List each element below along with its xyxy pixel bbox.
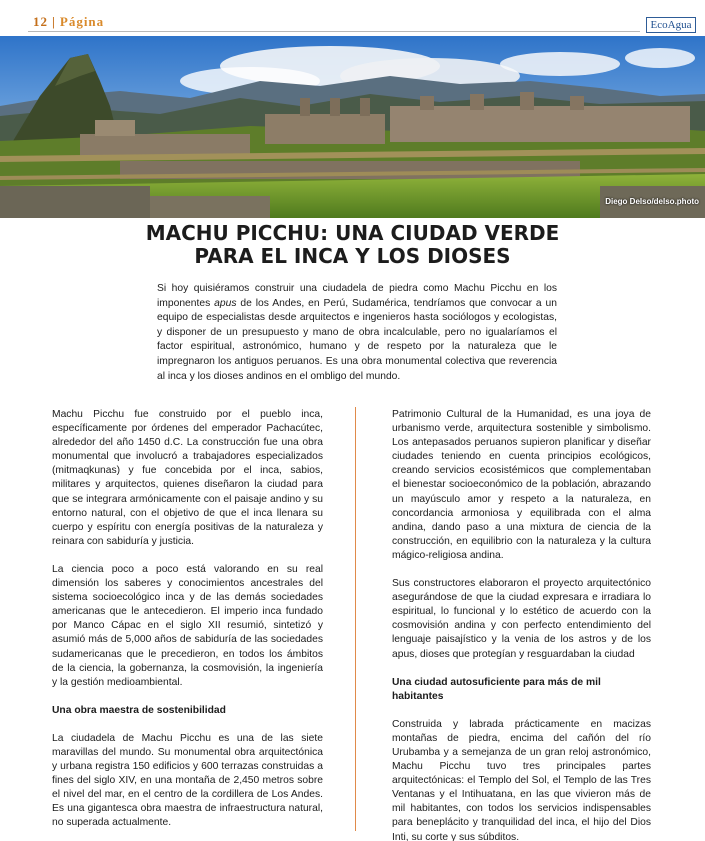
page-number-label <box>33 14 104 30</box>
right-paragraph-2: Sus constructores elaboraron el proyecto arquitectónico asegurándose de que la ciudad expresara e irradiara lo espiritual, lo funcional y lo estético de acuerdo con la cosmovisión andina y con perfecto entendimiento del lenguaje paisajístico y la venia de los astros y de los apus, dioses que protegían y resguardaban la ciudad <box>392 578 651 660</box>
machu-picchu-illustration <box>0 36 705 218</box>
page-separator: | <box>52 14 56 29</box>
section-heading-self-sufficient: Una ciudad autosuficiente para más de mil habitantes <box>392 676 601 702</box>
title-line-1: MACHU PICCHU: UNA CIUDAD VERDE <box>145 221 560 245</box>
page-header <box>0 0 705 36</box>
hero-photo <box>0 36 705 218</box>
photo-credit: Diego Delso/delso.photo <box>605 197 699 206</box>
left-column <box>52 408 323 841</box>
page-number: 12 <box>33 14 48 29</box>
intro-text-2: de los Andes, en Perú, Sudamérica, tendríamos que convocar a un equipo de especialistas desde arquitectos e ingenieros hasta sociólogos y ecologistas, y disponer de un presupuesto y mano de obra incalculable, pero no igualaríamos el factor espiritual, astronómico, humano y de respeto por la naturaleza que le impregnaron los antiguos peruanos. Es una obra monumental colectiva que reverencia al inca y los dioses andinos en el ombligo del mundo. <box>157 297 557 382</box>
column-divider <box>355 407 356 831</box>
right-paragraph-3: Construida y labrada prácticamente en macizas montañas de piedra, encima del cañón del río Urubamba y a semejanza de un gran reloj astronómico, Machu Picchu tuvo tres principales partes arquitectónicas: el Templo del Sol, el Templo de las Tres Ventanas y el Intihuatana, en las que vivieron más de mil habitantes, con todos los servicios indispensables para beneplácito y tranquilidad del inca, el hijo del Dios Inti, su corte y sus súbditos. <box>392 718 651 841</box>
ecoagua-logo: EcoAgua <box>646 17 696 33</box>
page-word: Página <box>59 14 105 29</box>
article-intro <box>157 282 557 384</box>
right-column <box>392 408 651 841</box>
left-paragraph-3: La ciudadela de Machu Picchu es una de las siete maravillas del mundo. Su monumental obra arquitectónica y urbana registra 150 edificios y 600 terrazas construidas a fines del siglo XIV, en una montaña de 2,450 metros sobre el nivel del mar, en el centro de la cordillera de Los Andes. Es una gigantesca obra maestra de infraestructura natural, no superada actualmente. <box>52 732 323 829</box>
left-paragraph-1: Machu Picchu fue construido por el pueblo inca, específicamente por órdenes del emperador Pachacútec, alrededor del año 1450 d.C. La construcción fue una obra monumental que involucró a trabajadores especializados (mitmaqkunas) y fue concebida por el inca, sabios, militares y arquitectos, quienes diseñaron la ciudad para que se integrara armónicamente con el paisaje andino y su entorno natural, con el objetivo de que el inca llenara su cuerpo y espíritu con energía positivas de la naturaleza y reinara con sabiduría y justicia. <box>52 409 323 547</box>
left-paragraph-2: La ciencia poco a poco está valorando en su real dimensión los saberes y conocimientos ancestrales del sistema socioecológico inca y de las demás sociedades americanas que le antecedieron. El imperio inca fundado por Manco Cápac en el siglo XII resumió, sintetizó y asumió más de 5,000 años de sabiduría de las sociedades sudamericanas que le precedieron, en todos los ámbitos de la ciencia, la gobernanza, la cosmovisión, la ingeniería y la gestión medioambiental. <box>52 563 323 688</box>
right-paragraph-1: Patrimonio Cultural de la Humanidad, es una joya de urbanismo verde, arquitectura sostenible y simbolismo. Los antepasados peruanos supieron planificar y diseñar ciudades teniendo en cuenta principios ecológicos, creando servicios ecosistémicos que complementaban el bienestar socioeconómico de la población, abrazando un mayúsculo amor y respeto a la naturaleza, en concordancia armoniosa y equilibrada con el alma andina, dando paso a una mixtura de ciencia de la construcción, en equilibrio con la naturaleza y la cultura mágico-religiosa andina. <box>392 409 651 561</box>
intro-emphasis: apus <box>214 297 237 309</box>
section-heading-sustainability: Una obra maestra de sostenibilidad <box>52 704 226 716</box>
title-line-2: PARA EL INCA Y LOS DIOSES <box>194 244 511 268</box>
intro-text-1: Si hoy quisiéramos construir una ciudadela de piedra como Machu Picchu en los imponentes <box>157 283 557 309</box>
article-title <box>100 222 605 268</box>
header-rule <box>28 31 640 32</box>
